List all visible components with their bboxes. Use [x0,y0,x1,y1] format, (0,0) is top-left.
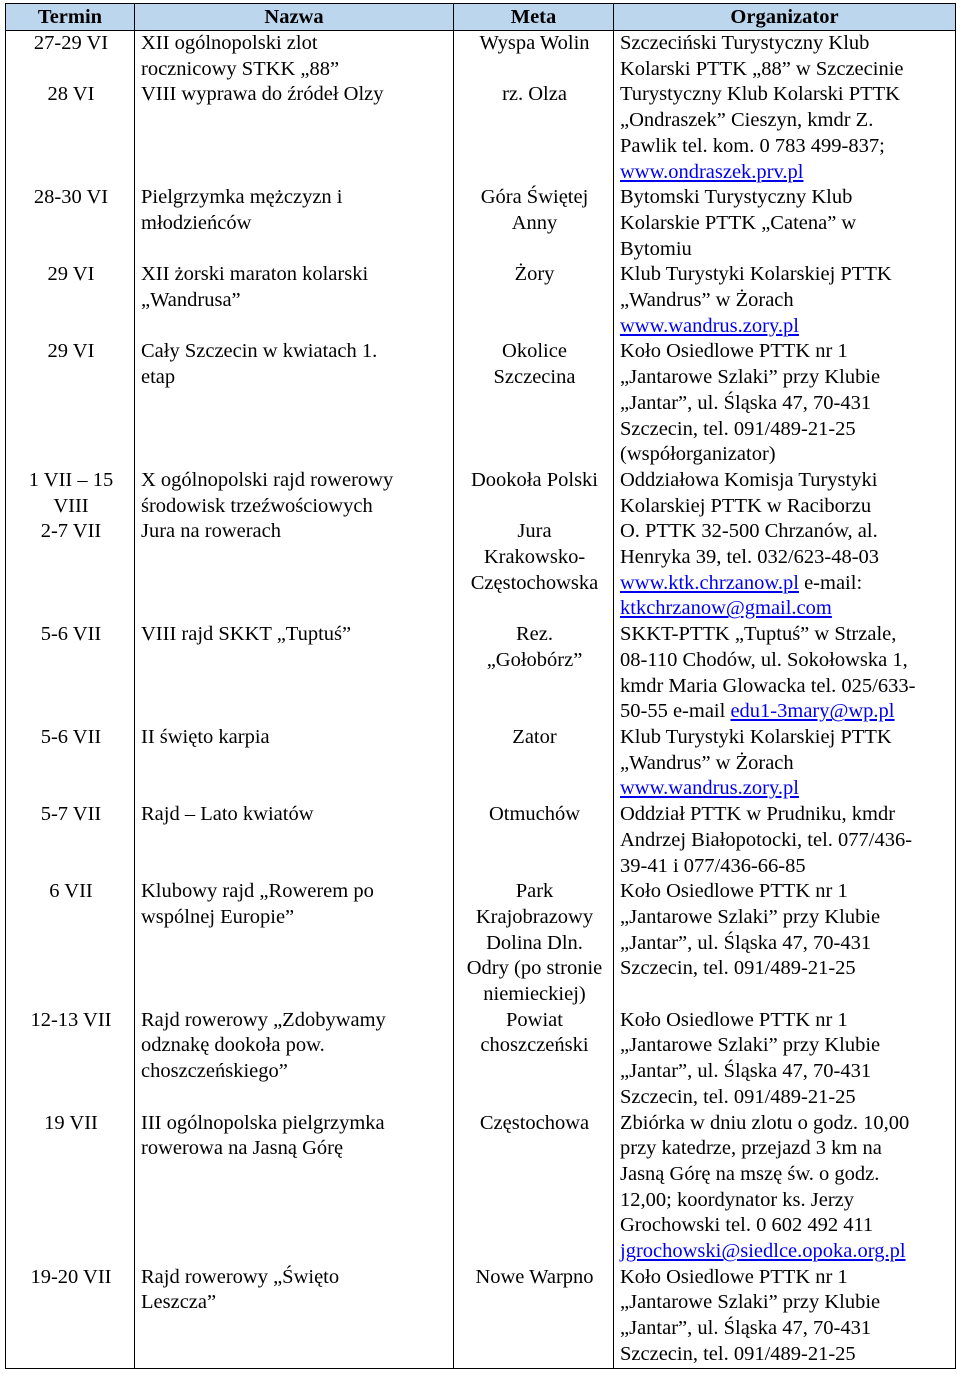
meta-line: Góra Świętej [480,186,589,209]
meta-line: Okolice [502,340,567,363]
organizer-cell [614,1111,956,1265]
date-cell [6,339,135,468]
meta-line: niemieckiej) [483,983,586,1006]
organizer-line: Koło Osiedlowe PTTK nr 1 [620,340,848,363]
date-line: 2-7 VII [40,520,102,543]
organizer-line: „Jantar”, ul. Śląska 47, 70-431 [620,391,872,414]
name-cell [135,468,454,519]
meta-cell [454,468,614,519]
name-cell [135,185,454,262]
organizer-line: Bytomiu [620,237,692,260]
name-cell [135,879,454,1008]
contact-link[interactable]: www.wandrus.zory.pl [620,314,799,337]
date-line: 6 VII [49,880,93,903]
name-line: „Wandrusa” [141,289,241,312]
organizer-line: Szczecin, tel. 091/489-21-25 [620,957,856,980]
date-cell [6,1265,135,1368]
contact-link[interactable]: edu1-3mary@wp.pl [730,700,895,723]
meta-cell [454,1111,614,1265]
date-line: 28 VI [47,83,95,106]
name-line: VIII rajd SKKT „Tuptuś” [141,623,352,646]
meta-line: Jura [517,520,552,543]
organizer-line: „Wandrus” w Żorach [620,751,794,774]
meta-cell [454,339,614,468]
date-line: 29 VI [47,263,95,286]
name-cell [135,1265,454,1368]
meta-line: Powiat [506,1008,563,1031]
name-line: Cały Szczecin w kwiatach 1. [141,340,378,363]
organizer-line: Klub Turystyki Kolarskiej PTTK [620,725,892,748]
organizer-line [620,699,951,725]
meta-cell [454,31,614,83]
name-line: Rajd rowerowy „Święto [141,1265,340,1288]
date-cell [6,519,135,622]
table-body [6,31,956,1369]
name-line: rowerowa na Jasną Górę [141,1137,344,1160]
name-line: choszczeńskiego” [141,1060,288,1083]
organizer-line: „Wandrus” w Żorach [620,289,794,312]
header-meta: Meta [454,4,614,31]
date-cell [6,1008,135,1111]
meta-line: Szczecina [493,366,576,389]
name-cell [135,519,454,622]
contact-link[interactable]: www.ktk.chrzanow.pl [620,571,799,594]
organizer-line: Koło Osiedlowe PTTK nr 1 [620,1265,848,1288]
table-row [6,622,956,725]
name-line: rocznicowy STKK „88” [141,57,340,80]
organizer-line: Koło Osiedlowe PTTK nr 1 [620,880,848,903]
date-line: 27-29 VI [33,32,109,54]
organizer-cell [614,879,956,1008]
name-line: II święto karpia [141,725,270,748]
meta-line: „Gołobórz” [486,648,583,671]
table-row [6,262,956,339]
meta-cell [454,622,614,725]
organizer-line: „Jantar”, ul. Śląska 47, 70-431 [620,1317,872,1340]
events-table [5,3,956,1369]
meta-line: Otmuchów [488,803,581,826]
date-line: 19 VII [44,1111,98,1134]
date-cell [6,468,135,519]
header-termin: Termin [6,4,135,31]
date-cell [6,185,135,262]
organizer-cell [614,725,956,802]
name-cell [135,31,454,83]
organizer-cell [614,1265,956,1368]
organizer-line: Oddział PTTK w Prudniku, kmdr [620,803,896,826]
organizer-line: Pawlik tel. kom. 0 783 499-837; [620,134,885,157]
organizer-line: 12,00; koordynator ks. Jerzy [620,1188,854,1211]
date-cell [6,262,135,339]
organizer-line: Kolarskie PTTK „Catena” w [620,211,857,234]
contact-link[interactable]: ktkchrzanow@gmail.com [620,597,832,620]
meta-line: Park [515,880,554,903]
table-row [6,879,956,1008]
meta-line: Krakowsko- [483,546,586,569]
organizer-line: „Jantar”, ul. Śląska 47, 70-431 [620,931,872,954]
organizer-cell [614,519,956,622]
date-line: 1 VII – 15 [28,468,114,491]
date-line: VIII [53,494,89,517]
name-cell [135,82,454,185]
date-cell [6,802,135,879]
organizer-text: e-mail: [798,571,863,594]
organizer-line: Szczecin, tel. 091/489-21-25 [620,1342,856,1365]
organizer-cell [614,185,956,262]
organizer-line: Bytomski Turystyczny Klub [620,186,853,209]
name-line: etap [141,366,176,389]
name-line: Klubowy rajd „Rowerem po [141,880,374,903]
meta-cell [454,262,614,339]
organizer-cell [614,622,956,725]
meta-line: Odry (po stronie [466,957,603,980]
meta-line: Częstochowa [479,1111,590,1134]
name-line: Leszcza” [141,1291,217,1314]
date-line: 12-13 VII [30,1008,112,1031]
organizer-line: „Jantar”, ul. Śląska 47, 70-431 [620,1060,872,1083]
organizer-cell [614,262,956,339]
date-cell [6,725,135,802]
organizer-cell [614,468,956,519]
organizer-line: Andrzej Białopotocki, tel. 077/436- [620,828,913,851]
header-organizator: Organizator [614,4,956,31]
table-row [6,82,956,185]
organizer-line: Oddziałowa Komisja Turystyki [620,468,878,491]
name-line: Jura na rowerach [141,520,282,543]
organizer-line: Henryka 39, tel. 032/623-48-03 [620,546,880,569]
name-line: wspólnej Europie” [141,905,295,928]
meta-cell [454,802,614,879]
organizer-cell [614,1008,956,1111]
table-row [6,31,956,83]
table-row [6,468,956,519]
date-line: 28-30 VI [33,186,109,209]
meta-line: Nowe Warpno [475,1265,594,1288]
organizer-line: Kolarskiej PTTK w Raciborzu [620,494,872,517]
name-line: X ogólnopolski rajd rowerowy [141,468,394,491]
organizer-line: Turystyczny Klub Kolarski PTTK [620,83,900,106]
name-cell [135,339,454,468]
table-header-row [6,4,956,31]
date-cell [6,622,135,725]
date-line: 5-7 VII [40,803,102,826]
organizer-line: Grochowski tel. 0 602 492 411 [620,1214,874,1237]
meta-line: Wyspa Wolin [479,32,590,54]
meta-line: choszczeński [480,1034,589,1057]
meta-line: Anny [511,211,558,234]
organizer-line: (współorganizator) [620,443,776,466]
name-cell [135,622,454,725]
name-line: odznakę dookoła pow. [141,1034,325,1057]
organizer-line: Szczecin, tel. 091/489-21-25 [620,417,856,440]
meta-cell [454,1008,614,1111]
header-nazwa: Nazwa [135,4,454,31]
organizer-cell [614,339,956,468]
meta-cell [454,519,614,622]
name-line: młodzieńców [141,211,252,234]
date-cell [6,82,135,185]
table-row [6,339,956,468]
organizer-line: przy katedrze, przejazd 3 km na [620,1137,882,1160]
name-line: Rajd – Lato kwiatów [141,803,314,826]
name-line: Pielgrzymka mężczyzn i [141,186,343,209]
contact-link[interactable]: jgrochowski@siedlce.opoka.org.pl [620,1240,906,1263]
organizer-line: SKKT-PTTK „Tuptuś” w Strzale, [620,623,897,646]
meta-line: rz. Olza [502,83,567,106]
name-cell [135,1111,454,1265]
name-line: XII żorski maraton kolarski [141,263,369,286]
organizer-line: Klub Turystyki Kolarskiej PTTK [620,263,892,286]
meta-line: Zator [512,725,557,748]
meta-cell [454,1265,614,1368]
organizer-line: 39-41 i 077/436-66-85 [620,854,806,877]
organizer-line: „Ondraszek” Cieszyn, kmdr Z. [620,109,874,132]
organizer-line: Szczeciński Turystyczny Klub [620,32,870,54]
meta-line: Żory [514,263,555,286]
name-cell [135,802,454,879]
name-line: XII ogólnopolski zlot [141,32,318,54]
organizer-line: O. PTTK 32-500 Chrzanów, al. [620,520,878,543]
organizer-line: Zbiórka w dniu zlotu o godz. 10,00 [620,1111,910,1134]
table-row [6,1008,956,1111]
date-cell [6,1111,135,1265]
meta-cell [454,82,614,185]
organizer-line: Szczecin, tel. 091/489-21-25 [620,1085,856,1108]
date-line: 5-6 VII [40,623,102,646]
name-line: środowisk trzeźwościowych [141,494,373,517]
organizer-text: 50-55 e-mail [620,700,731,723]
meta-cell [454,879,614,1008]
table-row [6,725,956,802]
meta-cell [454,725,614,802]
date-cell [6,31,135,83]
name-line: Rajd rowerowy „Zdobywamy [141,1008,386,1031]
organizer-line: 08-110 Chodów, ul. Sokołowska 1, [620,648,908,671]
name-cell [135,1008,454,1111]
organizer-cell [614,31,956,83]
meta-cell [454,185,614,262]
contact-link[interactable]: www.wandrus.zory.pl [620,777,799,800]
organizer-cell [614,82,956,185]
organizer-line [620,571,951,597]
meta-line: Dookoła Polski [471,468,598,491]
table-row [6,802,956,879]
meta-line: Częstochowska [470,571,599,594]
organizer-line: kmdr Maria Glowacka tel. 025/633- [620,674,916,697]
organizer-cell [614,802,956,879]
name-cell [135,725,454,802]
table-row [6,185,956,262]
organizer-line: Koło Osiedlowe PTTK nr 1 [620,1008,848,1031]
contact-link[interactable]: www.ondraszek.prv.pl [620,160,804,183]
meta-line: Rez. [516,623,553,646]
table-row [6,1111,956,1265]
date-line: 19-20 VII [30,1265,112,1288]
organizer-line: „Jantarowe Szlaki” przy Klubie [620,1034,881,1057]
meta-line: Dolina Dln. [486,931,583,954]
organizer-line: „Jantarowe Szlaki” przy Klubie [620,1291,881,1314]
table-row [6,519,956,622]
date-line: 29 VI [47,340,95,363]
organizer-line: „Jantarowe Szlaki” przy Klubie [620,905,881,928]
organizer-line: „Jantarowe Szlaki” przy Klubie [620,366,881,389]
name-cell [135,262,454,339]
date-cell [6,879,135,1008]
meta-line: Krajobrazowy [475,905,594,928]
name-line: III ogólnopolska pielgrzymka [141,1111,385,1134]
name-line: VIII wyprawa do źródeł Olzy [141,83,384,106]
date-line: 5-6 VII [40,725,102,748]
organizer-line: Jasną Górę na mszę św. o godz. [620,1162,880,1185]
table-row [6,1265,956,1368]
organizer-line: Kolarski PTTK „88” w Szczecinie [620,57,904,80]
